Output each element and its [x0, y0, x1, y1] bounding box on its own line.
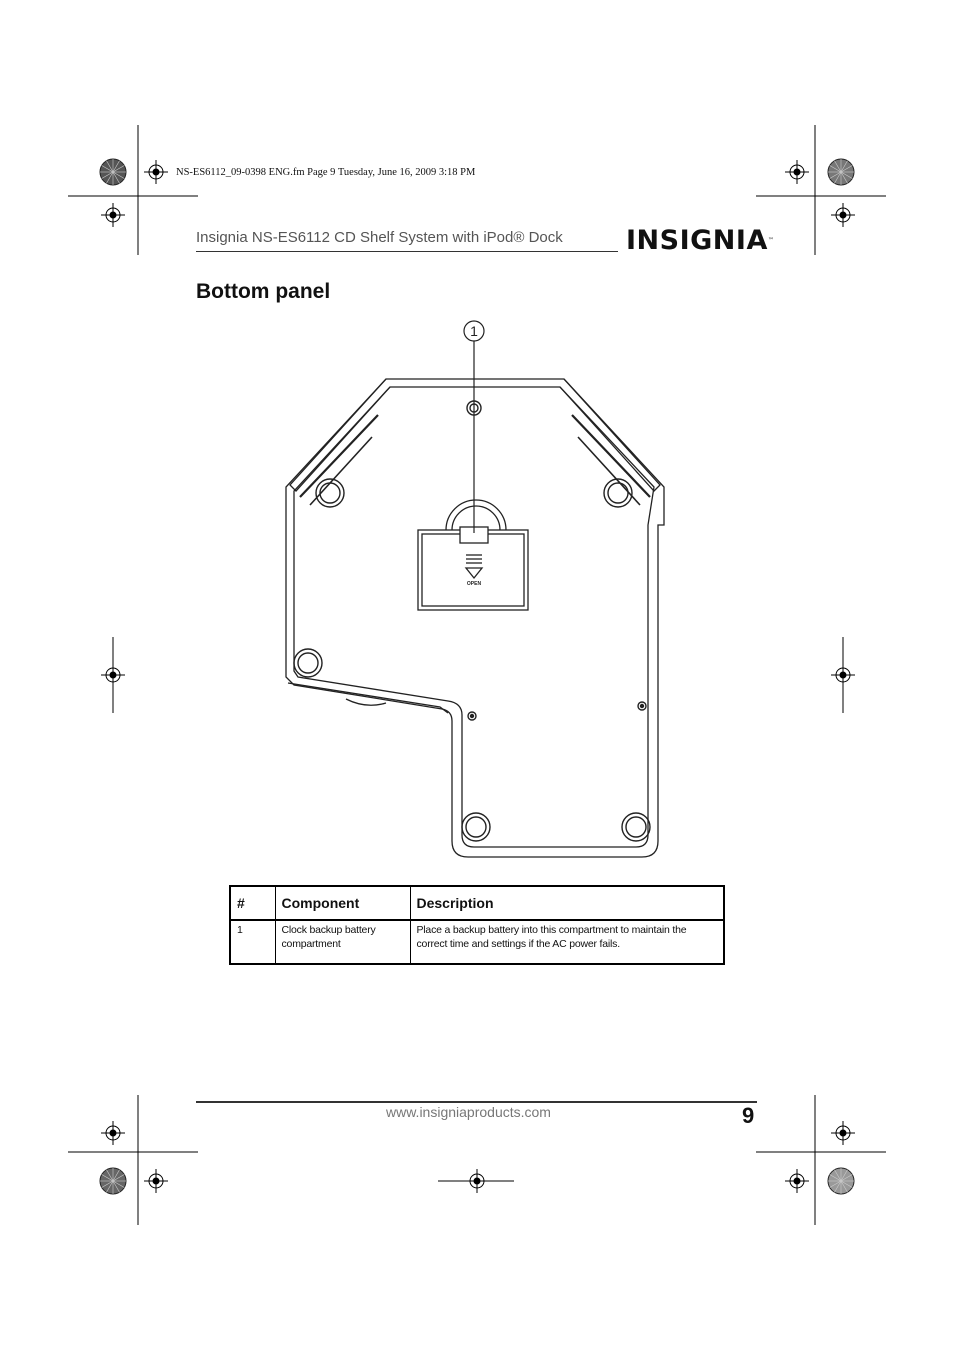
- column-header-description: Description: [410, 886, 724, 920]
- table-row: [230, 920, 724, 964]
- registration-crosshair: [831, 663, 855, 687]
- door-open-label: OPEN: [466, 581, 482, 587]
- registration-dot: [100, 1168, 126, 1194]
- registration-crosshair: [465, 1169, 489, 1193]
- header-rule: [196, 251, 618, 252]
- callout-number: 1: [470, 323, 478, 339]
- section-heading: Bottom panel: [196, 280, 331, 303]
- insignia-logo: INSIGNIA™: [626, 225, 775, 256]
- row-component: Clock backup battery compartment: [275, 920, 410, 964]
- battery-compartment: [418, 500, 528, 610]
- registration-crosshair: [831, 203, 855, 227]
- registration-crosshair: [101, 663, 125, 687]
- registration-crosshair: [831, 1121, 855, 1145]
- row-number: 1: [230, 920, 275, 964]
- column-header-component: Component: [275, 886, 410, 920]
- registration-crosshair: [144, 160, 168, 184]
- registration-dot: [828, 159, 854, 185]
- registration-dot: [100, 159, 126, 185]
- registration-crosshair: [101, 1121, 125, 1145]
- row-description: Place a backup battery into this compartment to maintain the correct time and settings if the AC power fails.: [416, 924, 687, 950]
- running-header-title: Insignia NS-ES6112 CD Shelf System with iPod® Dock: [196, 229, 563, 246]
- component-table: [229, 885, 725, 965]
- file-slug-line: NS-ES6112_09-0398 ENG.fm Page 9 Tuesday, June 16, 2009 3:18 PM: [176, 167, 476, 178]
- table-header-row: [230, 886, 724, 920]
- registration-crosshair: [101, 203, 125, 227]
- registration-crosshair: [785, 160, 809, 184]
- bottom-panel-diagram: [280, 315, 680, 865]
- registration-dot: [828, 1168, 854, 1194]
- registration-crosshair: [144, 1169, 168, 1193]
- page-number: 9: [742, 1103, 755, 1128]
- footer-url: www.insigniaproducts.com: [386, 1104, 551, 1120]
- column-header-number: #: [230, 886, 275, 920]
- registration-crosshair: [785, 1169, 809, 1193]
- footer-rule: [196, 1101, 757, 1103]
